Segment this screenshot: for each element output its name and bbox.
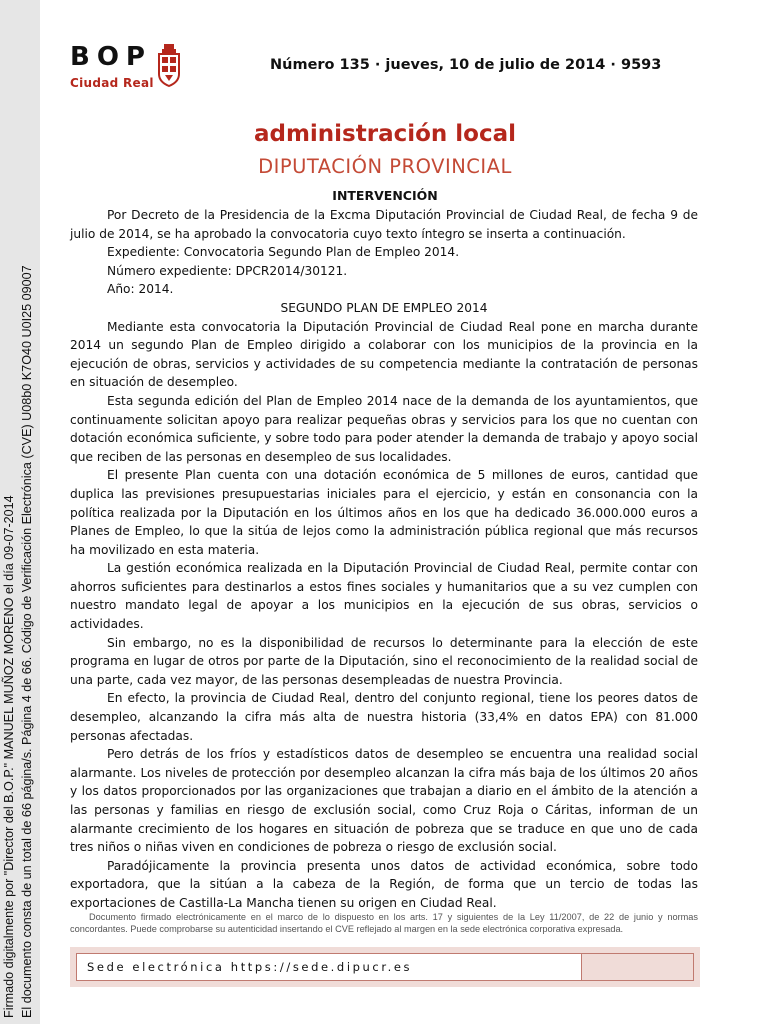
section-subtitle: DIPUTACIÓN PROVINCIAL bbox=[258, 155, 512, 178]
body-paragraph: La gestión económica realizada en la Diputación Provincial de Ciudad Real, permite contar con ahorros suficientes para destinarlos a estos fines sociales y humanitarios que a su vez cumplen con nuestro mandato legal de apoyar a los municipios en la ejecución de sus obras, servicios o actividades. bbox=[70, 561, 698, 632]
document-body bbox=[70, 206, 698, 913]
body-paragraph: En efecto, la provincia de Ciudad Real, dentro del conjunto regional, tiene los peores datos de desempleo, alcanzando la cifra más alta de nuestra historia (33,4% en datos EPA) con 81.000 personas afectadas. bbox=[70, 691, 698, 743]
year-line: Año: 2014. bbox=[107, 282, 174, 297]
footer-side-panel bbox=[582, 953, 694, 981]
sede-electronica-link[interactable]: Sede electrónica https://sede.dipucr.es bbox=[87, 960, 413, 974]
body-paragraph: Pero detrás de los fríos y estadísticos datos de desempleo se encuentra una realidad social alarmante. Los niveles de protección por desempleo alcanzan la cifra más baja de los últimos 20 años y los datos proporcionados por las organizaciones que trabajan a diario en el ámbito de la atención a las personas y familias en riesgo de exclusión social, como Cruz Roja o Cáritas, informan de un alarmante crecimiento de los hogares en situación de pobreza que se traduce en que uno de cada tres niños o niñas viven en condiciones de pobreza o riesgo de exclusión social. bbox=[70, 747, 698, 855]
plan-heading: SEGUNDO PLAN DE EMPLEO 2014 bbox=[280, 300, 488, 315]
sede-electronica-box[interactable] bbox=[76, 953, 582, 981]
org-heading: INTERVENCIÓN bbox=[332, 188, 438, 203]
intro-paragraph: Por Decreto de la Presidencia de la Excma Diputación Provincial de Ciudad Real, de fecha 9 de julio de 2014, se ha aprobado la convocatoria cuyo texto íntegro se inserta a continuación. bbox=[70, 208, 698, 241]
issue-line: Número 135 · jueves, 10 de julio de 2014 · 9593 bbox=[270, 57, 662, 73]
body-paragraph: Paradójicamente la provincia presenta unos datos de actividad económica, sobre todo exportadora, que la sitúan a la cabeza de la Región, de forma que un tercio de todas las exportaciones de Castilla-La Mancha tienen su origen en Ciudad Real. bbox=[70, 858, 698, 910]
section-title: administración local bbox=[253, 121, 517, 147]
body-paragraph: El presente Plan cuenta con una dotación económica de 5 millones de euros, cantidad que duplica las previsiones presupuestarias iniciales para el ejercicio, y están en consonancia con la política realizada por la Diputación en los últimos años en los que ha dedicado 36.000.000 euros a Planes de Empleo, lo que la sitúa de lejos como la administración pública regional que más recursos ha movilizado en esta materia. bbox=[70, 468, 698, 557]
expediente-line: Expediente: Convocatoria Segundo Plan de Empleo 2014. bbox=[107, 245, 460, 260]
body-paragraph: Mediante esta convocatoria la Diputación Provincial de Ciudad Real pone en marcha durante 2014 un segundo Plan de Empleo dirigido a colaborar con los municipios de la provincia en la ejecución de obras, servicios y actividades de su competencia mediante la contratación de personas en situación de desempleo. bbox=[70, 319, 698, 390]
expediente-number-line: Número expediente: DPCR2014/30121. bbox=[107, 263, 348, 278]
body-paragraph: Esta segunda edición del Plan de Empleo 2014 nace de la demanda de los ayuntamientos, que continuamente solicitan apoyo para realizar pequeñas obras y servicios para los que no cuentan con dotación económica suficiente, y sobre todo para poder atender la demanda de trabajo y apoyo social que reciben de las personas en desempleo de sus localidades. bbox=[70, 393, 698, 464]
cve-text: El documento consta de un total de 66 página/s. Página 4 de 66. Código de Verificación Electrónica (CVE) U08b0 K7O40 U0I25 09007 bbox=[20, 265, 34, 1018]
bop-city: Ciudad Real bbox=[70, 76, 154, 90]
footer-note: Documento firmado electrónicamente en el marco de lo dispuesto en los arts. 17 y siguientes de la Ley 11/2007, de 22 de junio y normas concordantes. Puede comprobarse su autenticidad insertando el CVE reflejado al margen en la sede electrónica corporativa expresada. bbox=[70, 912, 698, 934]
body-paragraph: Sin embargo, no es la disponibilidad de recursos lo determinante para la elección de este programa en lugar de otros por parte de la Diputación, sino el reconocimiento de la realidad social de una parte, cada vez mayor, de las personas desempleadas de nuestra Provincia. bbox=[70, 635, 698, 687]
signature-text: Firmado digitalmente por "Director del B.O.P." MANUEL MUÑOZ MORENO el día 09-07-2014 bbox=[2, 495, 16, 1018]
bop-logo bbox=[70, 44, 154, 90]
signature-sidebar bbox=[0, 0, 40, 1024]
bop-letters: BOP bbox=[70, 42, 152, 72]
coat-of-arms-icon bbox=[156, 44, 182, 88]
